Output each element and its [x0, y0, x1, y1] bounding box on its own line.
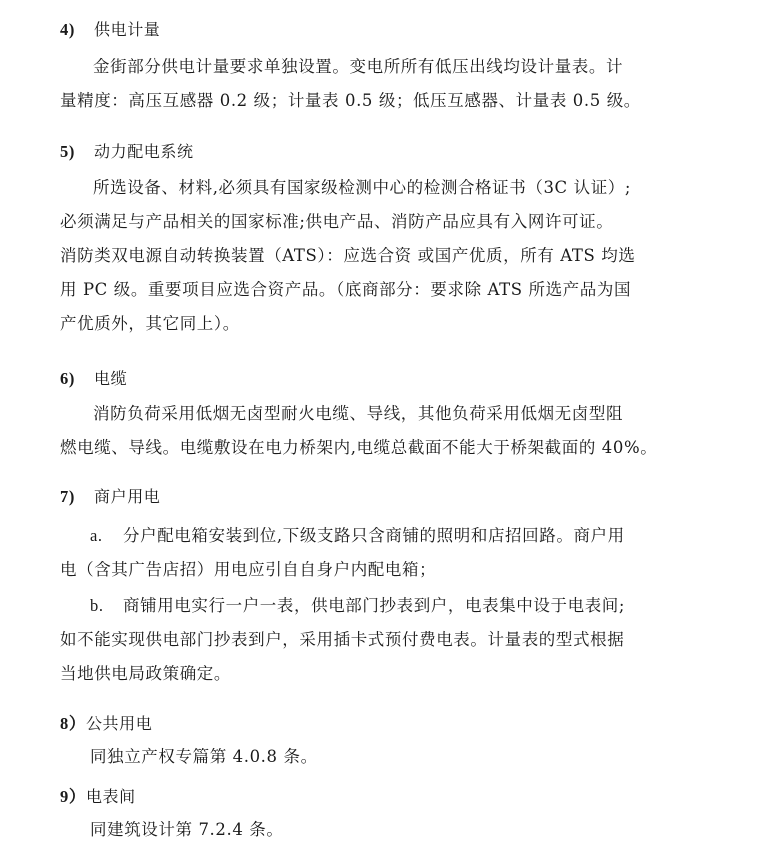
paragraph-line: 电（含其广告店招）用电应引自自身户内配电箱； — [60, 560, 437, 579]
paragraph-line: 同建筑设计第 7.2.4 条。 — [90, 820, 284, 839]
section-number: 4) — [60, 20, 75, 39]
section-number: 6) — [60, 369, 75, 388]
paragraph-line: 所选设备、材料,必须具有国家级检测中心的检测合格证书（3C 认证）; — [93, 178, 632, 197]
section-heading — [60, 368, 650, 390]
section-title: 公共用电 — [85, 714, 153, 733]
section-heading — [60, 486, 650, 508]
section-title: 商户用电 — [94, 487, 161, 506]
paragraph-line: 产优质外，其它同上）。 — [60, 314, 240, 333]
section-number: 8） — [60, 714, 86, 733]
paragraph-line: 必须满足与产品相关的国家标准;供电产品、消防产品应具有入网许可证。 — [60, 212, 614, 231]
list-item-text: 商铺用电实行一户一表，供电部门抄表到户，电表集中设于电表间; — [123, 596, 626, 615]
section-heading — [60, 141, 650, 163]
list-item-first-line — [60, 525, 680, 547]
section-title: 电缆 — [94, 369, 128, 388]
section-title: 电表间 — [85, 787, 136, 806]
section-heading — [60, 713, 650, 735]
paragraph-line: 燃电缆、导线。电缆敷设在电力桥架内,电缆总截面不能大于桥架截面的 40%。 — [60, 438, 658, 457]
paragraph-line: 当地供电局政策确定。 — [60, 664, 231, 683]
paragraph-line: 消防类双电源自动转换装置（ATS）：应选合资 或国产优质，所有 ATS 均选 — [60, 246, 636, 265]
list-marker: a. — [90, 526, 103, 545]
section-number: 9） — [60, 787, 86, 806]
list-marker: b. — [90, 596, 104, 615]
section-title: 供电计量 — [94, 20, 161, 39]
paragraph-line: 量精度：高压互感器 0.2 级；计量表 0.5 级；低压互感器、计量表 0.5 级。 — [60, 91, 641, 110]
section-number: 7) — [60, 487, 75, 506]
list-item-first-line — [60, 595, 680, 617]
section-heading — [60, 19, 650, 41]
paragraph-line: 金街部分供电计量要求单独设置。变电所所有低压出线均设计量表。计 — [93, 57, 624, 76]
paragraph-line: 如不能实现供电部门抄表到户，采用插卡式预付费电表。计量表的型式根据 — [60, 630, 625, 649]
paragraph-line: 同独立产权专篇第 4.0.8 条。 — [90, 747, 318, 766]
list-item-text: 分户配电箱安装到位,下级支路只含商铺的照明和店招回路。商户用 — [123, 526, 625, 545]
section-title: 动力配电系统 — [94, 142, 194, 161]
paragraph-line: 消防负荷采用低烟无卤型耐火电缆、导线，其他负荷采用低烟无卤型阻 — [93, 404, 624, 423]
section-heading — [60, 786, 650, 808]
section-number: 5) — [60, 142, 75, 161]
paragraph-line: 用 PC 级。重要项目应选合资产品。（底商部分：要求除 ATS 所选产品为国 — [60, 280, 632, 299]
